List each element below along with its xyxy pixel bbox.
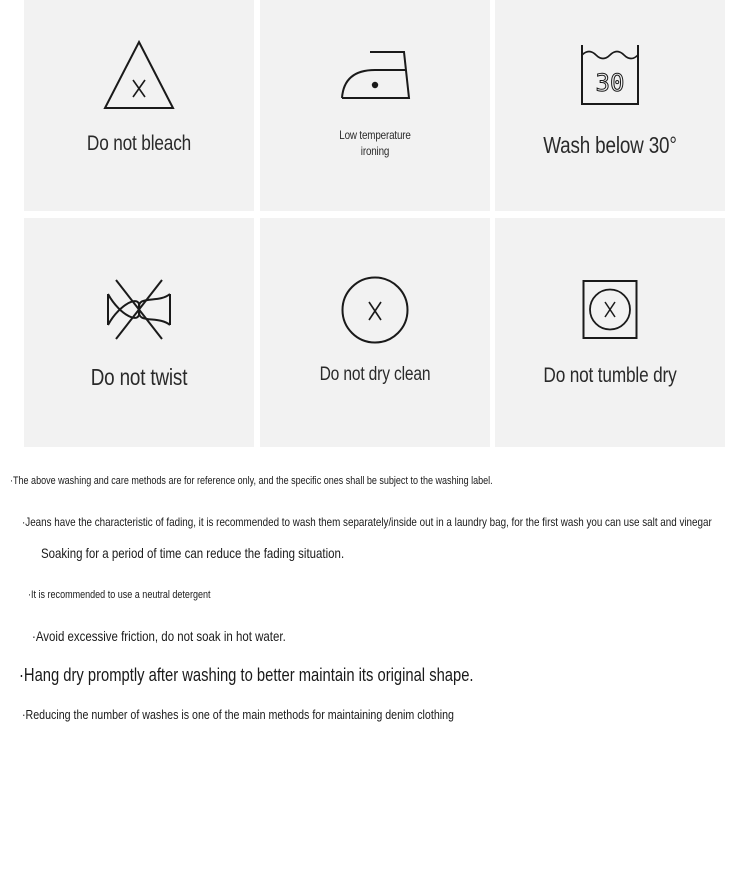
note-fading: ·Jeans have the characteristic of fading, it is recommended to wash them separately/inside out in a laundry bag, for the first wash you can use salt and vinegar (22, 515, 712, 529)
note-hang-dry: ·Hang dry promptly after washing to better maintain its original shape. (19, 665, 474, 685)
care-label-no-dry-clean: Do not dry clean (319, 364, 431, 385)
note-reduce-washes: ·Reducing the number of washes is one of the main methods for maintaining denim clothing (22, 707, 454, 722)
note-soaking: Soaking for a period of time can reduce the fading situation. (41, 545, 345, 561)
no-dry-clean-icon (260, 218, 490, 447)
note-friction: ·Avoid excessive friction, do not soak in hot water. (32, 628, 286, 644)
no-tumble-dry-icon (495, 218, 725, 447)
note-detergent: ·It is recommended to use a neutral detergent (28, 589, 211, 601)
note-reference: ·The above washing and care methods are for reference only, and the specific ones shall be subject to the washing label. (10, 475, 493, 487)
care-label-low-temp-line2: ironing (360, 144, 390, 158)
care-tile-no-bleach (24, 0, 254, 211)
low-temperature-iron-icon (260, 0, 490, 211)
care-label-wash-30: Wash below 30° (543, 132, 677, 158)
no-twist-icon (24, 218, 254, 447)
care-tile-low-temp-iron (260, 0, 490, 211)
care-tile-no-twist (24, 218, 254, 447)
care-tile-no-dry-clean (260, 218, 490, 447)
care-tile-wash-30 (495, 0, 725, 211)
no-bleach-icon (24, 0, 254, 211)
care-tile-no-tumble-dry (495, 218, 725, 447)
care-label-no-twist: Do not twist (90, 364, 188, 390)
care-label-low-temp-line1: Low temperature (339, 128, 411, 142)
wash-temp-badge: 30 (595, 69, 625, 97)
care-label-no-tumble-dry: Do not tumble dry (543, 364, 677, 387)
care-label-no-bleach: Do not bleach (86, 132, 192, 155)
wash-30-icon (495, 0, 725, 211)
